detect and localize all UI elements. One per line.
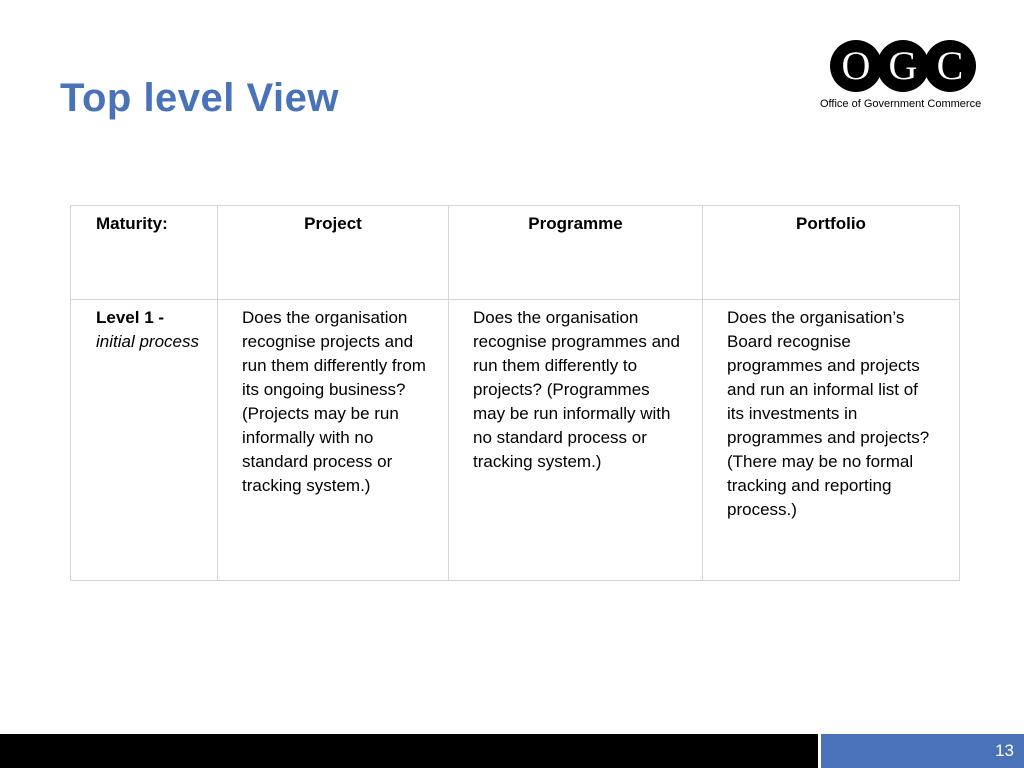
level-title: Level 1 -	[96, 308, 165, 327]
footer-bar	[0, 734, 818, 768]
logo-letter-g: G	[877, 40, 929, 92]
maturity-table	[70, 205, 960, 581]
portfolio-cell: Does the organisation’s Board recognise programmes and projects and run an informal list of its investments in programmes and projects? (There may be no formal tracking and reporting process.)	[703, 300, 960, 581]
level-cell	[71, 300, 218, 581]
table-header-row	[71, 206, 960, 300]
logo-circles	[830, 40, 976, 92]
header-maturity: Maturity:	[71, 206, 218, 300]
header-project: Project	[218, 206, 449, 300]
page-number: 13	[995, 741, 1014, 760]
level-subtitle: initial process	[96, 332, 199, 351]
logo-caption: Office of Government Commerce	[820, 98, 982, 110]
header-programme: Programme	[449, 206, 703, 300]
logo-letter-o: O	[830, 40, 882, 92]
logo-letter-c: C	[924, 40, 976, 92]
header-portfolio: Portfolio	[703, 206, 960, 300]
footer-page-box	[821, 734, 1024, 768]
ogc-logo	[818, 40, 993, 120]
table-row	[71, 300, 960, 581]
slide-title: Top level View	[60, 76, 339, 120]
programme-cell: Does the organisation recognise programmes and run them differently to projects? (Programmes may be run informally with no standard process or tracking system.)	[449, 300, 703, 581]
project-cell: Does the organisation recognise projects and run them differently from its ongoing business? (Projects may be run informally with no standard process or tracking system.)	[218, 300, 449, 581]
